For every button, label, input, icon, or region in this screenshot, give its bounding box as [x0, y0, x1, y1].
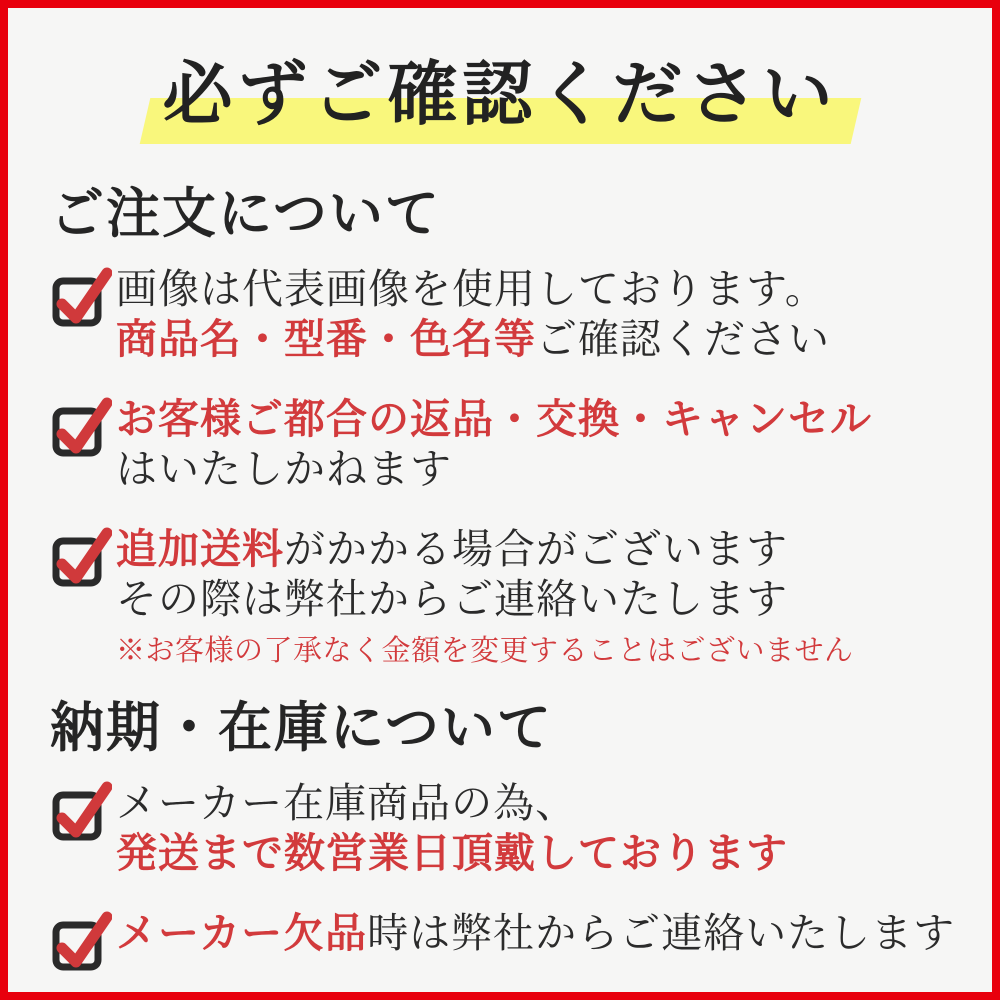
list-item-maker-shortage [50, 908, 956, 972]
title-row [8, 50, 992, 138]
item-note: ※お客様の了承なく金額を変更することはございません [116, 632, 854, 667]
section-heading-order: ご注文について [50, 180, 441, 245]
red-emphasis: 発送まで数営業日頂戴しております [116, 828, 788, 877]
item-line [116, 394, 950, 444]
text-segment: 時は弊社からご連絡いたします [367, 908, 956, 957]
checked-checkbox-icon [50, 266, 112, 328]
list-item-extra-shipping [50, 524, 950, 670]
list-item-representative-image [50, 264, 950, 364]
item-line [116, 524, 950, 574]
page-title: 必ずご確認ください [162, 52, 838, 135]
red-emphasis: 商品名・型番・色名等 [116, 314, 536, 363]
checked-checkbox-icon [50, 526, 112, 588]
checked-checkbox-icon [50, 780, 112, 842]
red-emphasis: 追加送料 [116, 524, 284, 573]
checked-checkbox-icon [50, 910, 112, 972]
item-line [116, 828, 950, 878]
text-segment: ご確認ください [536, 314, 830, 363]
item-line [116, 444, 950, 494]
text-segment: はいたしかねます [116, 444, 452, 493]
item-line [116, 264, 950, 314]
text-segment: その際は弊社からご連絡いたします [116, 574, 788, 623]
item-text [116, 394, 950, 494]
section-heading-stock: 納期・在庫について [50, 694, 553, 759]
red-emphasis: お客様ご都合の返品・交換・キャンセル [116, 394, 872, 443]
list-item-returns [50, 394, 950, 494]
item-line [116, 908, 955, 958]
item-line [116, 574, 950, 624]
item-line [116, 314, 950, 364]
notice-content [8, 180, 992, 972]
text-segment: メーカー在庫商品の為、 [116, 778, 578, 827]
checked-checkbox-icon [50, 396, 112, 458]
item-text [116, 778, 950, 878]
item-text [116, 264, 950, 364]
item-line [116, 778, 950, 828]
text-segment: がかかる場合がございます [284, 524, 788, 573]
page-title-wrap [149, 50, 852, 138]
item-text [116, 908, 955, 958]
text-segment: 画像は代表画像を使用しております。 [116, 264, 827, 313]
item-text [116, 524, 950, 670]
red-emphasis: メーカー欠品 [116, 908, 368, 957]
list-item-maker-stock [50, 778, 950, 878]
